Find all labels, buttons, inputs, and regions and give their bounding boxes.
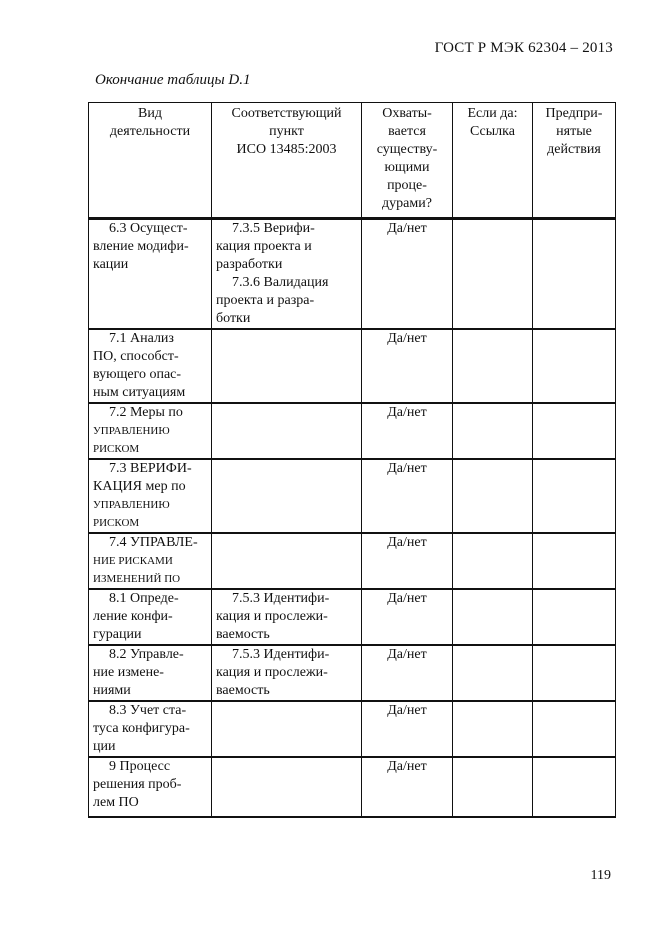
activity-table (88, 102, 616, 818)
covered-cell: Да/нет (362, 533, 453, 589)
iso-clause-cell (212, 533, 362, 589)
covered-cell: Да/нет (362, 645, 453, 701)
table-row (89, 459, 616, 533)
covered-cell: Да/нет (362, 459, 453, 533)
table-caption: Окончание таблицы D.1 (95, 72, 251, 88)
actions-cell (533, 645, 616, 701)
actions-cell (533, 757, 616, 817)
table-row (89, 645, 616, 701)
actions-cell (533, 459, 616, 533)
actions-cell (533, 403, 616, 459)
covered-cell: Да/нет (362, 589, 453, 645)
iso-clause-cell (212, 757, 362, 817)
covered-cell: Да/нет (362, 701, 453, 757)
reference-cell (453, 589, 533, 645)
header-activity: Вид деятельности (89, 103, 212, 219)
reference-cell (453, 459, 533, 533)
iso-clause-cell (212, 329, 362, 403)
activity-cell: 7.2 Меры по УПРАВЛЕНИЮ РИСКОМ (89, 403, 212, 459)
table-row (89, 403, 616, 459)
activity-cell: 7.4 УПРАВЛЕ- НИЕ РИСКАМИ ИЗМЕНЕНИЙ ПО (89, 533, 212, 589)
actions-cell (533, 329, 616, 403)
table-row (89, 329, 616, 403)
header-iso-clause: Соответствующий пункт ИСО 13485:2003 (212, 103, 362, 219)
table-row (89, 757, 616, 817)
reference-cell (453, 329, 533, 403)
reference-cell (453, 701, 533, 757)
table-row (89, 701, 616, 757)
reference-cell (453, 533, 533, 589)
covered-cell: Да/нет (362, 329, 453, 403)
iso-clause-cell (212, 459, 362, 533)
page-number: 119 (590, 868, 611, 883)
iso-clause-cell: 7.5.3 Идентифи- кация и прослежи- ваемость (212, 645, 362, 701)
covered-cell: Да/нет (362, 757, 453, 817)
iso-clause-cell: 7.5.3 Идентифи- кация и прослежи- ваемость (212, 589, 362, 645)
header-covered: Охваты- вается существу- ющими проце- дурами? (362, 103, 453, 219)
covered-cell: Да/нет (362, 219, 453, 330)
activity-cell: 8.3 Учет ста- туса конфигура- ции (89, 701, 212, 757)
activity-cell: 7.3 ВЕРИФИ- КАЦИЯ мер по УПРАВЛЕНИЮ РИСКОМ (89, 459, 212, 533)
reference-cell (453, 757, 533, 817)
reference-cell (453, 219, 533, 330)
actions-cell (533, 533, 616, 589)
covered-cell: Да/нет (362, 403, 453, 459)
activity-cell: 8.1 Опреде- ление конфи- гурации (89, 589, 212, 645)
activity-cell: 6.3 Осущест- вление модифи- кации (89, 219, 212, 330)
activity-cell: 7.1 Анализ ПО, способст- вующего опас- ным ситуациям (89, 329, 212, 403)
actions-cell (533, 219, 616, 330)
table-header-row (89, 103, 616, 219)
table-row (89, 533, 616, 589)
document-standard-header: ГОСТ Р МЭК 62304 – 2013 (434, 40, 613, 56)
reference-cell (453, 403, 533, 459)
header-reference: Если да: Ссылка (453, 103, 533, 219)
iso-clause-cell: 7.3.5 Верифи- кация проекта и разработки 7.3.6 Валидация проекта и разра- ботки (212, 219, 362, 330)
table-row (89, 589, 616, 645)
iso-clause-cell (212, 403, 362, 459)
activity-cell: 9 Процесс решения проб- лем ПО (89, 757, 212, 817)
table-row (89, 219, 616, 330)
reference-cell (453, 645, 533, 701)
header-actions: Предпри- нятые действия (533, 103, 616, 219)
actions-cell (533, 701, 616, 757)
iso-clause-cell (212, 701, 362, 757)
actions-cell (533, 589, 616, 645)
activity-cell: 8.2 Управле- ние измене- ниями (89, 645, 212, 701)
